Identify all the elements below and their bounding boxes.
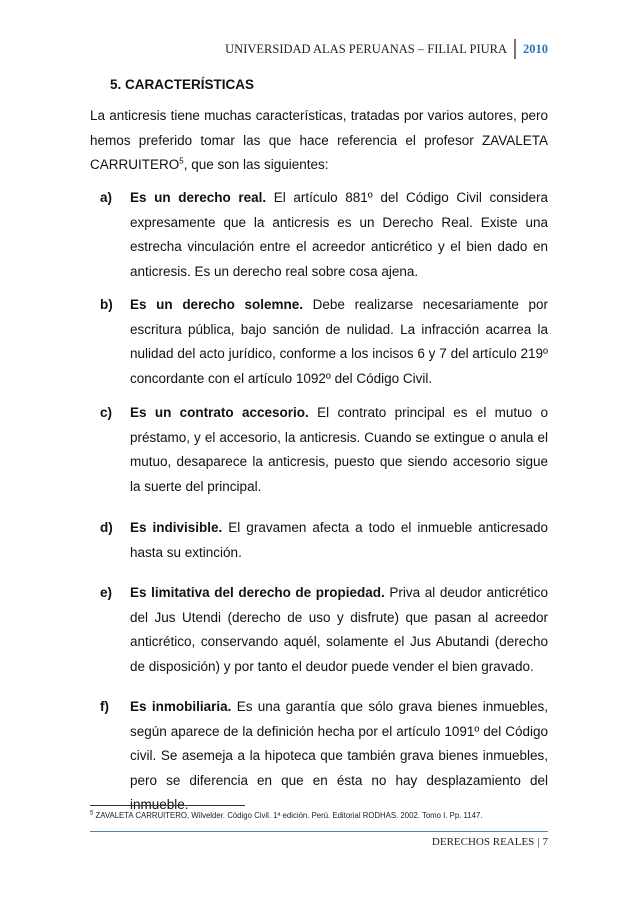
header-year: 2010 [523, 42, 548, 56]
item-c [100, 401, 548, 499]
item-marker: e) [100, 585, 113, 600]
header-title: UNIVERSIDAD ALAS PERUANAS – FILIAL PIURA [225, 39, 516, 59]
page-number: 7 [542, 836, 548, 848]
item-text: Priva al deudor anticrético del Jus Utendi (derecho de uso y disfrute) que pasan al acreedor anticrético, conservando aquél, solamente el Jus Abutandi (derecho de disposición) y por tanto el deudor puede vender el bien gravado. [130, 585, 548, 674]
page-header [90, 38, 548, 60]
item-marker: d) [100, 520, 113, 535]
item-lead: Es un derecho solemne. [130, 297, 304, 312]
footer-separator: | [537, 836, 540, 848]
item-marker: a) [100, 190, 113, 205]
item-marker: b) [100, 297, 113, 312]
item-f [100, 695, 548, 818]
footnote-separator [90, 805, 245, 806]
page-footer [90, 836, 548, 848]
footer-rule [90, 831, 548, 832]
intro-paragraph [90, 104, 548, 178]
item-lead: Es indivisible. [130, 520, 223, 535]
item-text: El artículo 881º del Código Civil considera expresamente que la anticresis es un Derecho Real. Existe una estrecha vinculación entre el acreedor anticrético y el bien dado en anticresis. Es un derecho real sobre cosa ajena. [130, 190, 549, 279]
item-marker: c) [100, 405, 113, 420]
item-text: El contrato principal es el mutuo o préstamo, y el accesorio, la anticresis. Cuando se extingue o anula el mutuo, desaparece la anticresis, puesto que siendo accesorio sigue la suerte del principal. [130, 405, 549, 494]
item-lead: Es un derecho real. [130, 190, 267, 205]
section-title: 5. CARACTERÍSTICAS [110, 77, 255, 92]
intro-text-before: La anticresis tiene muchas características, tratadas por varios autores, pero hemos preferido tomar las que hace referencia el profesor ZAVALETA CARRUITERO [90, 108, 548, 172]
footnote [90, 811, 560, 820]
item-text: Es una garantía que sólo grava bienes inmuebles, según aparece de la definición hecha por el artículo 1091º del Código civil. Se asemeja a la hipoteca que también grava bienes inmuebles, pero se diferencia en que en ésta no hay desplazamiento del inmueble. [130, 699, 549, 812]
footnote-ref: 5 [179, 156, 184, 166]
item-text: El gravamen afecta a todo el inmueble anticresado hasta su extinción. [130, 520, 549, 560]
footnote-text: ZAVALETA CARRUITERO, Wilvelder. Código Civil. 1ª edición. Perú. Editorial RODHAS. 2002. Tomo I. Pp. 1147. [93, 811, 483, 820]
item-lead: Es limitativa del derecho de propiedad. [130, 585, 385, 600]
item-text: Debe realizarse necesariamente por escritura pública, bajo sanción de nulidad. La infracción acarrea la nulidad del acto jurídico, conforme a los incisos 6 y 7 del artículo 219º concordante con el artículo 1092º del Código Civil. [130, 297, 548, 386]
item-a [100, 186, 548, 284]
footer-label: DERECHOS REALES [431, 836, 535, 848]
item-b [100, 293, 548, 391]
item-e [100, 581, 548, 679]
footnote-number: 5 [90, 810, 94, 817]
item-lead: Es inmobiliaria. [130, 699, 232, 714]
item-marker: f) [100, 699, 109, 714]
intro-text-after: , que son las siguientes: [183, 157, 329, 172]
item-d [100, 516, 548, 565]
item-lead: Es un contrato accesorio. [130, 405, 309, 420]
